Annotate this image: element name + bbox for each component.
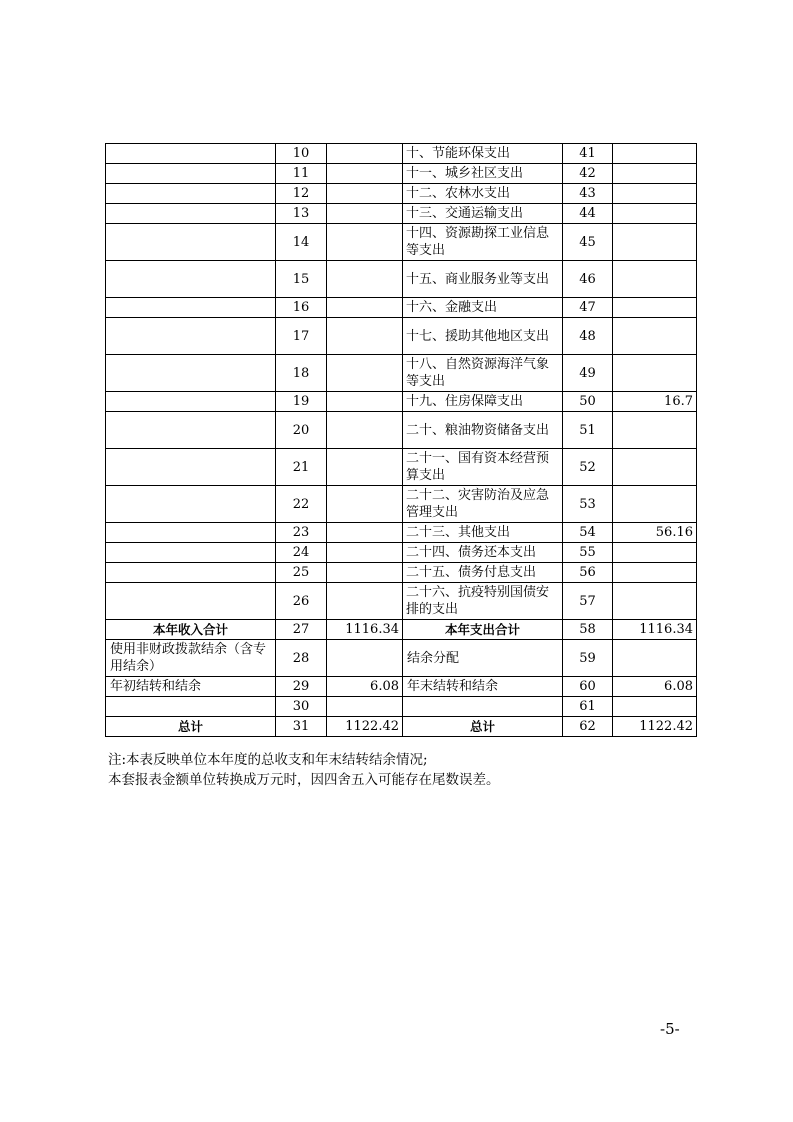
note-line-1: 注:本表反映单位本年度的总收支和年末结转结余情况; <box>108 752 428 768</box>
expenditure-item-label: 十五、商业服务业等支出 <box>403 261 563 298</box>
income-amount <box>327 543 403 563</box>
income-row-number: 11 <box>276 164 327 184</box>
income-item-label <box>106 563 276 583</box>
expenditure-amount <box>613 144 697 164</box>
table-row <box>106 523 697 543</box>
income-item-label <box>106 261 276 298</box>
table-row <box>106 583 697 620</box>
income-item-label <box>106 204 276 224</box>
note-line-2: 本套报表金额单位转换成万元时，因四舍五入可能存在尾数误差。 <box>108 772 500 788</box>
income-amount <box>327 204 403 224</box>
expenditure-item-label: 结余分配 <box>403 640 563 677</box>
income-amount <box>327 486 403 523</box>
table-row <box>106 164 697 184</box>
expenditure-amount <box>613 298 697 318</box>
income-amount <box>327 298 403 318</box>
income-item-label <box>106 224 276 261</box>
income-item-label <box>106 697 276 717</box>
expenditure-amount <box>613 563 697 583</box>
expenditure-item-label: 二十三、其他支出 <box>403 523 563 543</box>
income-row-number: 12 <box>276 184 327 204</box>
table-row <box>106 412 697 449</box>
expenditure-item-label: 十一、城乡社区支出 <box>403 164 563 184</box>
income-row-number: 31 <box>276 717 327 737</box>
expenditure-row-number: 53 <box>563 486 613 523</box>
income-amount <box>327 697 403 717</box>
income-row-number: 25 <box>276 563 327 583</box>
income-amount <box>327 583 403 620</box>
income-row-number: 16 <box>276 298 327 318</box>
expenditure-row-number: 55 <box>563 543 613 563</box>
income-row-number: 14 <box>276 224 327 261</box>
income-row-number: 30 <box>276 697 327 717</box>
expenditure-row-number: 61 <box>563 697 613 717</box>
expenditure-amount <box>613 184 697 204</box>
income-item-label <box>106 144 276 164</box>
expenditure-amount <box>613 261 697 298</box>
income-row-number: 13 <box>276 204 327 224</box>
expenditure-row-number: 46 <box>563 261 613 298</box>
expenditure-item-label: 十六、金融支出 <box>403 298 563 318</box>
expenditure-amount <box>613 204 697 224</box>
income-row-number: 20 <box>276 412 327 449</box>
income-item-label <box>106 184 276 204</box>
table-row <box>106 717 697 737</box>
expenditure-row-number: 60 <box>563 677 613 697</box>
income-row-number: 10 <box>276 144 327 164</box>
expenditure-item-label: 十、节能环保支出 <box>403 144 563 164</box>
expenditure-row-number: 62 <box>563 717 613 737</box>
income-expenditure-table <box>105 143 697 737</box>
expenditure-amount: 16.7 <box>613 392 697 412</box>
expenditure-amount <box>613 543 697 563</box>
expenditure-amount <box>613 486 697 523</box>
income-item-label <box>106 392 276 412</box>
income-row-number: 29 <box>276 677 327 697</box>
expenditure-amount <box>613 640 697 677</box>
expenditure-row-number: 49 <box>563 355 613 392</box>
table-body <box>106 144 697 737</box>
expenditure-amount: 6.08 <box>613 677 697 697</box>
expenditure-amount <box>613 697 697 717</box>
income-item-label: 使用非财政拨款结余（含专用结余） <box>106 640 276 677</box>
table-notes <box>108 750 708 790</box>
expenditure-amount: 1122.42 <box>613 717 697 737</box>
expenditure-item-label: 十八、自然资源海洋气象等支出 <box>403 355 563 392</box>
expenditure-row-number: 42 <box>563 164 613 184</box>
expenditure-amount <box>613 318 697 355</box>
income-item-label: 总计 <box>106 717 276 737</box>
income-amount <box>327 261 403 298</box>
income-item-label <box>106 355 276 392</box>
expenditure-item-label: 十四、资源勘探工业信息等支出 <box>403 224 563 261</box>
income-row-number: 18 <box>276 355 327 392</box>
income-item-label <box>106 318 276 355</box>
table-row <box>106 184 697 204</box>
income-amount <box>327 164 403 184</box>
income-item-label <box>106 298 276 318</box>
expenditure-item-label: 本年支出合计 <box>403 620 563 640</box>
expenditure-row-number: 56 <box>563 563 613 583</box>
table-row <box>106 355 697 392</box>
table-row <box>106 204 697 224</box>
income-amount: 1116.34 <box>327 620 403 640</box>
income-row-number: 26 <box>276 583 327 620</box>
expenditure-row-number: 57 <box>563 583 613 620</box>
expenditure-item-label: 总计 <box>403 717 563 737</box>
income-amount <box>327 449 403 486</box>
expenditure-row-number: 58 <box>563 620 613 640</box>
expenditure-amount <box>613 355 697 392</box>
table-row <box>106 543 697 563</box>
expenditure-row-number: 43 <box>563 184 613 204</box>
income-row-number: 15 <box>276 261 327 298</box>
expenditure-row-number: 47 <box>563 298 613 318</box>
expenditure-item-label: 年末结转和结余 <box>403 677 563 697</box>
income-amount <box>327 318 403 355</box>
expenditure-row-number: 51 <box>563 412 613 449</box>
income-row-number: 19 <box>276 392 327 412</box>
income-row-number: 28 <box>276 640 327 677</box>
expenditure-item-label: 二十五、债务付息支出 <box>403 563 563 583</box>
expenditure-item-label: 十三、交通运输支出 <box>403 204 563 224</box>
table-row <box>106 697 697 717</box>
table-row <box>106 144 697 164</box>
page-number: -5- <box>660 1020 680 1038</box>
income-item-label <box>106 543 276 563</box>
expenditure-item-label: 十七、援助其他地区支出 <box>403 318 563 355</box>
table-row <box>106 261 697 298</box>
expenditure-row-number: 54 <box>563 523 613 543</box>
income-amount <box>327 523 403 543</box>
table-row <box>106 392 697 412</box>
expenditure-item-label: 二十二、灾害防治及应急管理支出 <box>403 486 563 523</box>
expenditure-item-label: 二十、粮油物资储备支出 <box>403 412 563 449</box>
income-amount <box>327 412 403 449</box>
table-row <box>106 677 697 697</box>
income-amount <box>327 563 403 583</box>
income-item-label: 本年收入合计 <box>106 620 276 640</box>
table-row <box>106 640 697 677</box>
table-row <box>106 224 697 261</box>
income-amount <box>327 355 403 392</box>
expenditure-row-number: 41 <box>563 144 613 164</box>
income-item-label <box>106 449 276 486</box>
table-row <box>106 486 697 523</box>
expenditure-amount <box>613 583 697 620</box>
expenditure-row-number: 52 <box>563 449 613 486</box>
income-row-number: 23 <box>276 523 327 543</box>
expenditure-amount: 1116.34 <box>613 620 697 640</box>
expenditure-row-number: 50 <box>563 392 613 412</box>
income-amount <box>327 224 403 261</box>
expenditure-item-label: 二十六、抗疫特别国债安排的支出 <box>403 583 563 620</box>
income-row-number: 17 <box>276 318 327 355</box>
table-row <box>106 449 697 486</box>
income-item-label <box>106 486 276 523</box>
income-amount: 6.08 <box>327 677 403 697</box>
expenditure-row-number: 59 <box>563 640 613 677</box>
table-row <box>106 563 697 583</box>
income-item-label <box>106 523 276 543</box>
expenditure-item-label: 十二、农林水支出 <box>403 184 563 204</box>
income-amount: 1122.42 <box>327 717 403 737</box>
expenditure-item-label: 二十四、债务还本支出 <box>403 543 563 563</box>
income-item-label <box>106 412 276 449</box>
expenditure-amount <box>613 164 697 184</box>
income-row-number: 24 <box>276 543 327 563</box>
expenditure-item-label: 十九、住房保障支出 <box>403 392 563 412</box>
expenditure-item-label <box>403 697 563 717</box>
income-row-number: 22 <box>276 486 327 523</box>
expenditure-row-number: 48 <box>563 318 613 355</box>
income-item-label <box>106 164 276 184</box>
expenditure-amount <box>613 224 697 261</box>
table-row <box>106 298 697 318</box>
income-amount <box>327 392 403 412</box>
income-item-label <box>106 583 276 620</box>
income-item-label: 年初结转和结余 <box>106 677 276 697</box>
table-row <box>106 318 697 355</box>
income-row-number: 27 <box>276 620 327 640</box>
expenditure-amount <box>613 449 697 486</box>
income-amount <box>327 144 403 164</box>
expenditure-amount <box>613 412 697 449</box>
expenditure-row-number: 44 <box>563 204 613 224</box>
table-row <box>106 620 697 640</box>
expenditure-row-number: 45 <box>563 224 613 261</box>
income-amount <box>327 640 403 677</box>
income-row-number: 21 <box>276 449 327 486</box>
income-amount <box>327 184 403 204</box>
expenditure-item-label: 二十一、国有资本经营预算支出 <box>403 449 563 486</box>
expenditure-amount: 56.16 <box>613 523 697 543</box>
